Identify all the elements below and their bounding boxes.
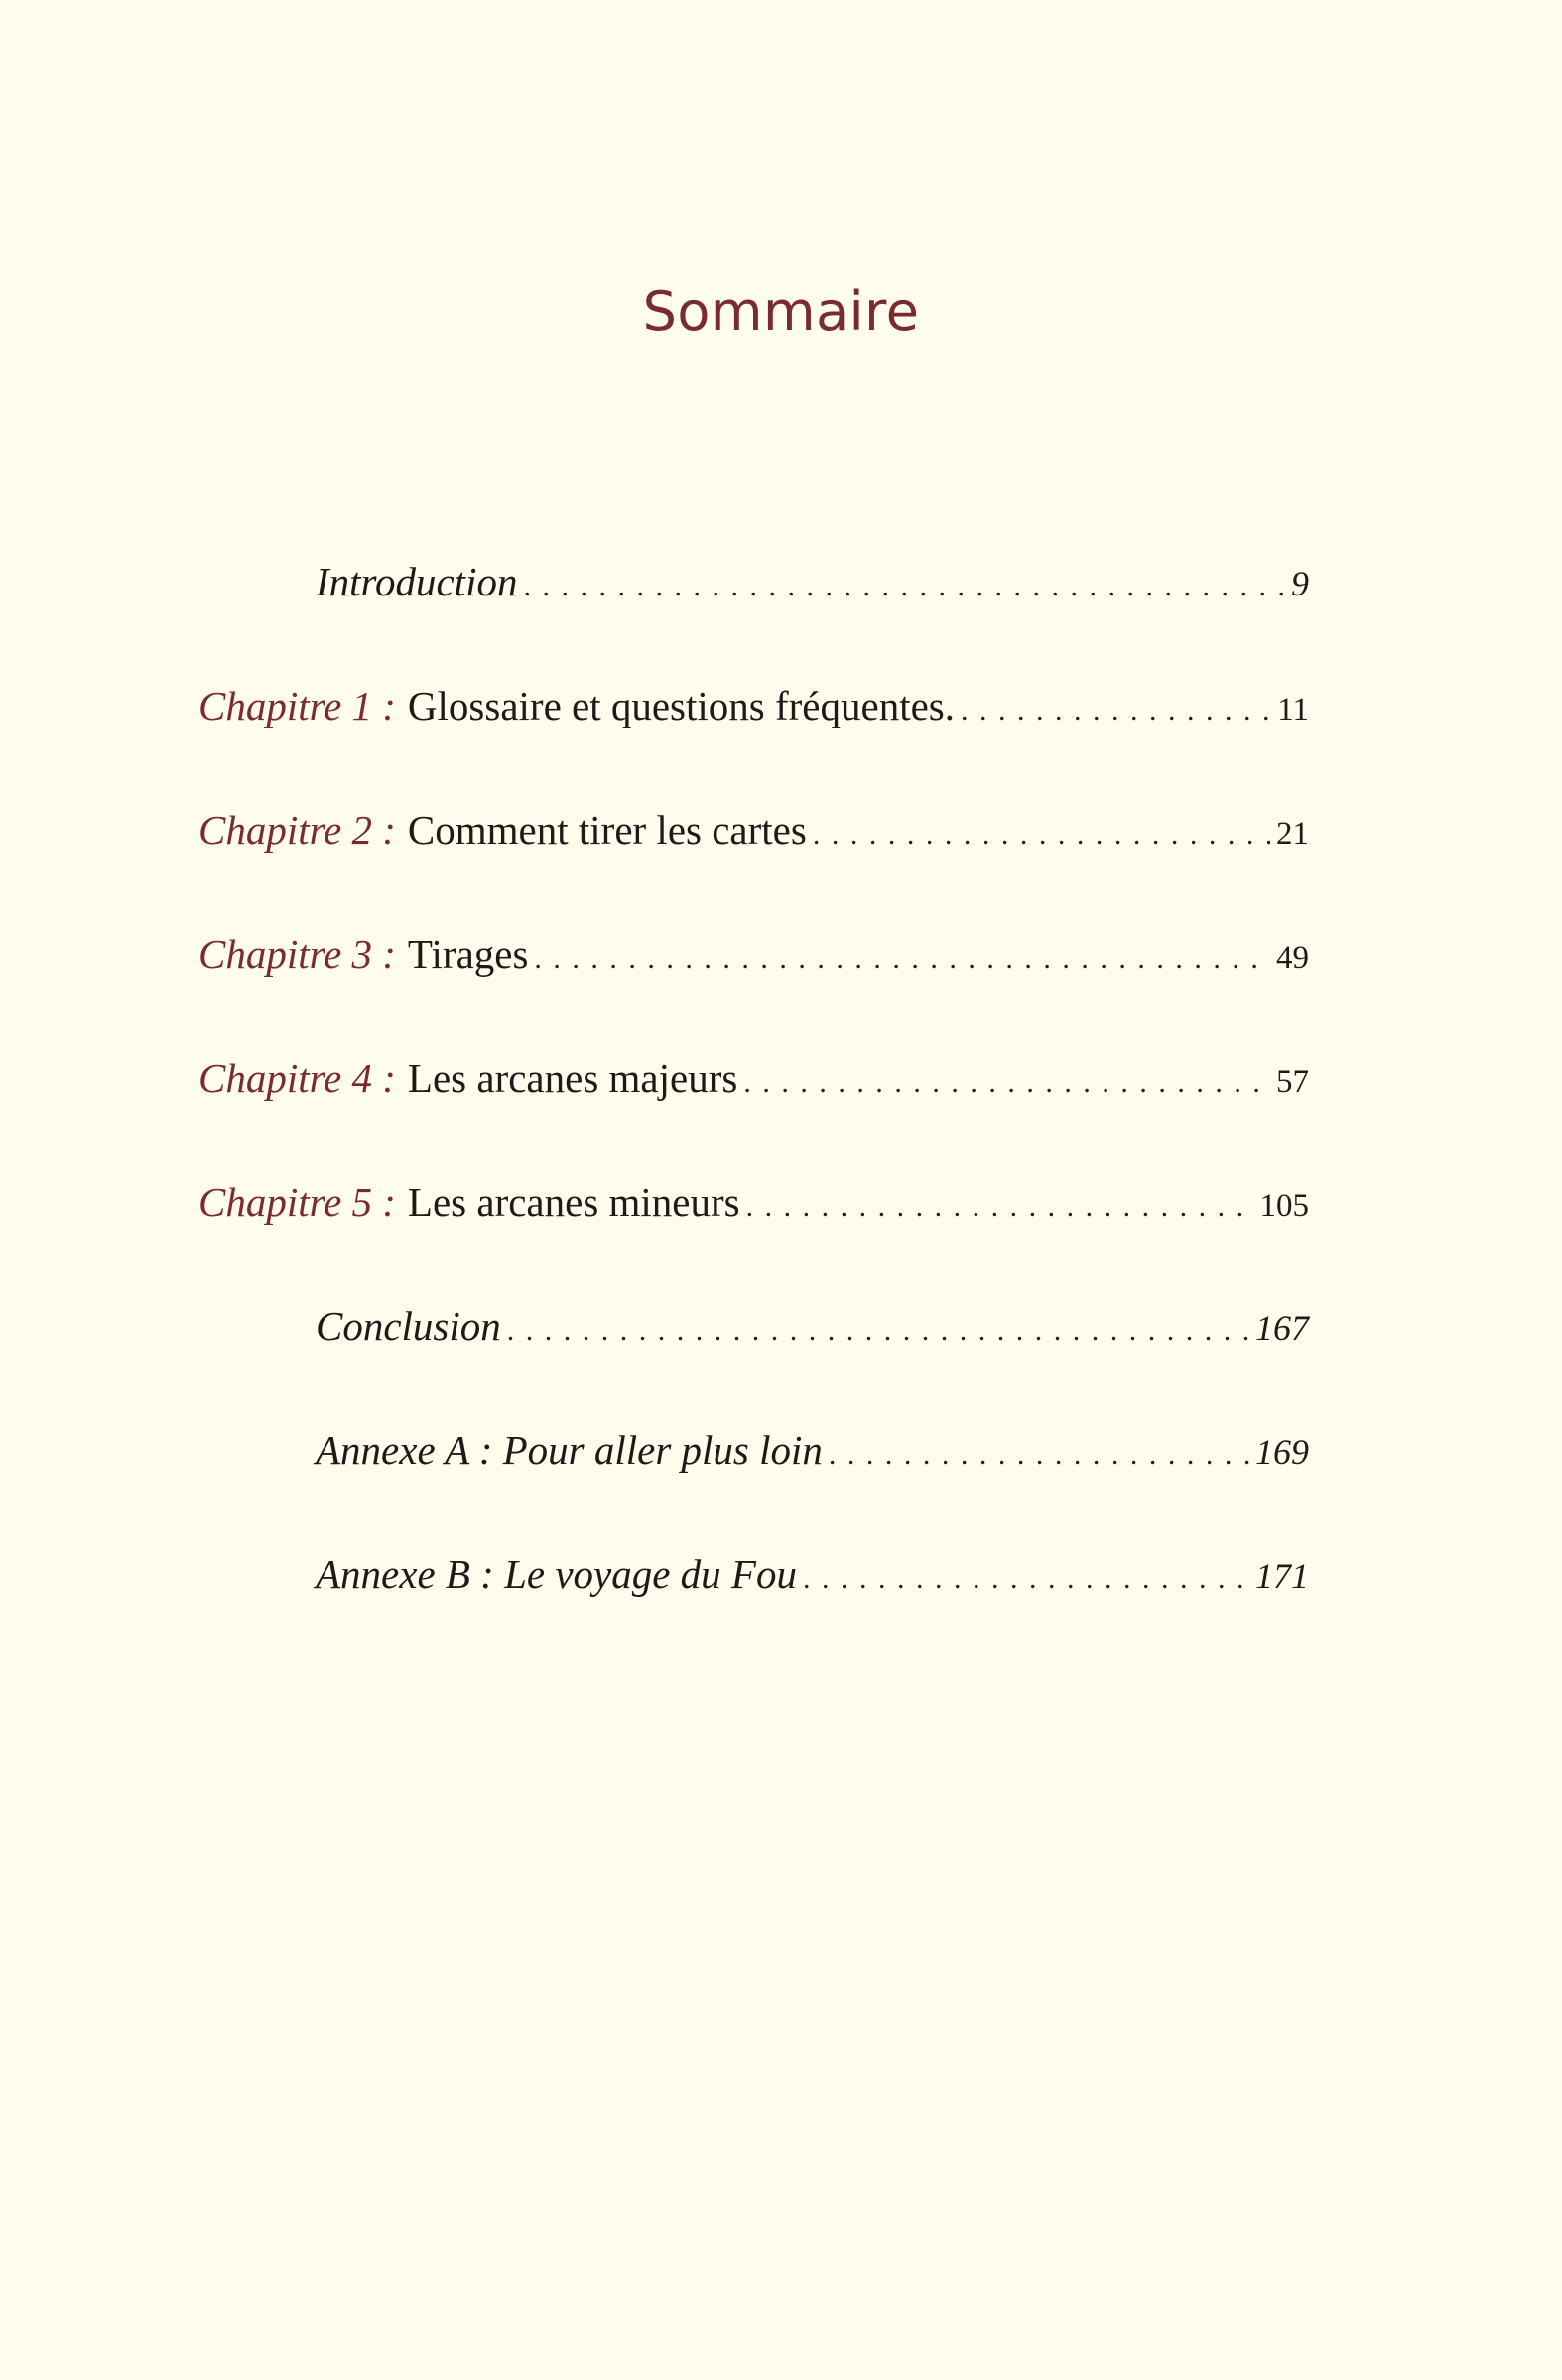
toc-entry-page: 57: [1276, 1064, 1309, 1100]
toc-entry-annexe-b[interactable]: [316, 1544, 1309, 1604]
toc-entry-page: 9: [1291, 564, 1309, 603]
dot-leader: [507, 1301, 1249, 1361]
toc-entry-chapter-5[interactable]: [198, 1172, 1309, 1232]
dot-leader: [746, 1177, 1254, 1237]
dot-leader: [534, 929, 1270, 989]
dot-leader: [743, 1053, 1270, 1113]
chapter-prefix: Chapitre 4 :: [198, 1055, 396, 1101]
toc-entry-label: Comment tirer les cartes: [407, 807, 807, 853]
toc-entry-chapter-2[interactable]: [198, 800, 1309, 859]
toc-entry-label: Conclusion: [316, 1303, 501, 1349]
toc-entry-page: 169: [1255, 1432, 1309, 1472]
chapter-prefix: Chapitre 1 :: [198, 683, 396, 728]
chapter-prefix: Chapitre 3 :: [198, 931, 396, 977]
toc-entry-page: 105: [1259, 1188, 1309, 1224]
toc-entry-label: Les arcanes mineurs: [407, 1179, 740, 1225]
toc-entry-label: Annexe B : Le voyage du Fou: [316, 1551, 797, 1597]
toc-entry-label: Glossaire et questions fréquentes.: [407, 683, 955, 728]
toc-entry-page: 21: [1276, 816, 1309, 852]
toc-entry-label: Les arcanes majeurs: [407, 1055, 738, 1101]
toc-entry-page: 167: [1255, 1308, 1309, 1348]
toc-entry-annexe-a[interactable]: [316, 1420, 1309, 1480]
dot-leader: [961, 681, 1271, 740]
dot-leader: [813, 805, 1270, 864]
toc-entry-page: 49: [1276, 940, 1309, 976]
dot-leader: [803, 1549, 1249, 1609]
toc-entry-page: 171: [1255, 1556, 1309, 1596]
toc-entry-introduction[interactable]: [316, 552, 1309, 611]
page-title: Sommaire: [642, 280, 920, 342]
dot-leader: [829, 1425, 1249, 1485]
toc-entry-chapter-3[interactable]: [198, 924, 1309, 984]
toc-entry-page: 11: [1277, 692, 1309, 727]
chapter-prefix: Chapitre 5 :: [198, 1179, 396, 1225]
toc-entry-label: Annexe A : Pour aller plus loin: [316, 1427, 823, 1473]
dot-leader: [523, 557, 1285, 616]
toc-entry-label: Introduction: [316, 559, 518, 604]
toc-entry-label: Tirages: [407, 931, 529, 977]
toc-entry-chapter-4[interactable]: [198, 1048, 1309, 1108]
toc-entry-chapter-1[interactable]: [198, 676, 1309, 735]
chapter-prefix: Chapitre 2 :: [198, 807, 396, 853]
toc-entry-conclusion[interactable]: [316, 1296, 1309, 1356]
